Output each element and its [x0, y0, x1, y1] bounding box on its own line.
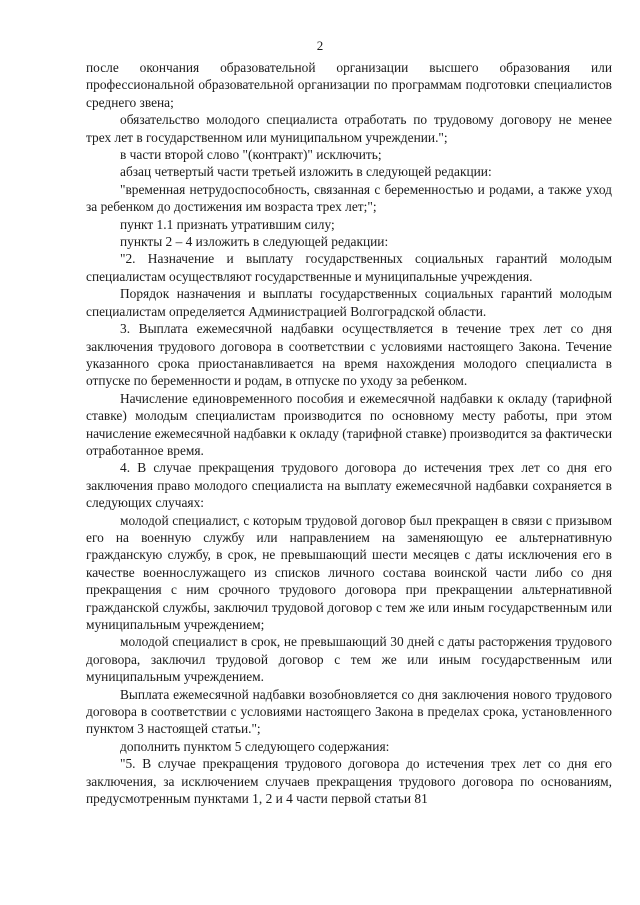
paragraph: пункт 1.1 признать утратившим силу;	[120, 216, 335, 232]
paragraph: Начисление единовременного пособия и ежемесячной надбавки к окладу (тарифной ставке) молодым специалистам производится по основному месту работы, при этом начисление ежемесячной надбавки к окладу (тарифной ставке) производится за фактически отработанное время.	[86, 390, 612, 458]
paragraph: молодой специалист в срок, не превышающий 30 дней с даты расторжения трудового договора, заключил трудовой договор с тем же или иным государственным или муниципальным учреждением.	[86, 634, 612, 685]
paragraph: дополнить пунктом 5 следующего содержания:	[120, 738, 390, 754]
paragraph: молодой специалист, с которым трудовой договор был прекращен в связи с призывом его на военную службу или направлением на заменяющую ее альтернативную гражданскую службу, в срок, не превышающий шести месяцев с даты исключения его в качестве военнослужащего из списков личного состава воинской части либо со дня прекращения с ним срочного трудового договора при прекращении альтернативной гражданской службы, заключил трудовой договор с тем же или иным государственным или муниципальным учреждением;	[86, 512, 612, 632]
document-body	[86, 59, 612, 807]
paragraph: "временная нетрудоспособность, связанная с беременностью и родами, а также уход за ребенком до достижения им возраста трех лет;";	[86, 181, 612, 215]
paragraph: обязательство молодого специалиста отработать по трудовому договору не менее трех лет в государственном или муниципальном учреждении.";	[86, 112, 612, 145]
paragraph: "2. Назначение и выплату государственных социальных гарантий молодым специалистам осуществляют государственные и муниципальные учреждения.	[86, 251, 612, 284]
paragraph: пункты 2 – 4 изложить в следующей редакции:	[120, 234, 389, 250]
paragraph: в части второй слово "(контракт)" исключить;	[120, 147, 382, 163]
paragraph: Выплата ежемесячной надбавки возобновляется со дня заключения нового трудового договора в соответствии с условиями настоящего Закона в пределах срока, установленного пунктом 3 настоящей статьи.";	[86, 686, 612, 737]
paragraph: абзац четвертый части третьей изложить в следующей редакции:	[120, 164, 492, 180]
paragraph: 3. Выплата ежемесячной надбавки осуществляется в течение трех лет со дня заключения трудового договора в соответствии с условиями настоящего Закона. Течение указанного срока приостанавливается на время нахождения молодого специалиста в отпуске по беременности и родам, в отпуске по уходу за ребенком.	[86, 321, 612, 389]
paragraph: Порядок назначения и выплаты государственных социальных гарантий молодым специалистам определяется Администрацией Волгоградской области.	[86, 286, 612, 319]
page-number: 2	[316, 38, 324, 53]
paragraph: 4. В случае прекращения трудового договора до истечения трех лет со дня его заключения право молодого специалиста на выплату ежемесячной надбавки сохраняется в следующих случаях:	[86, 460, 612, 511]
paragraph: после окончания образовательной организации высшего образования или профессиональной образовательной организации по программам подготовки специалистов среднего звена;	[86, 60, 612, 110]
paragraph: "5. В случае прекращения трудового договора до истечения трех лет со дня его заключения, за исключением случаев прекращения трудового договора по основаниям, предусмотренным пунктами 1, 2 и 4 части первой статьи 81	[86, 756, 612, 807]
